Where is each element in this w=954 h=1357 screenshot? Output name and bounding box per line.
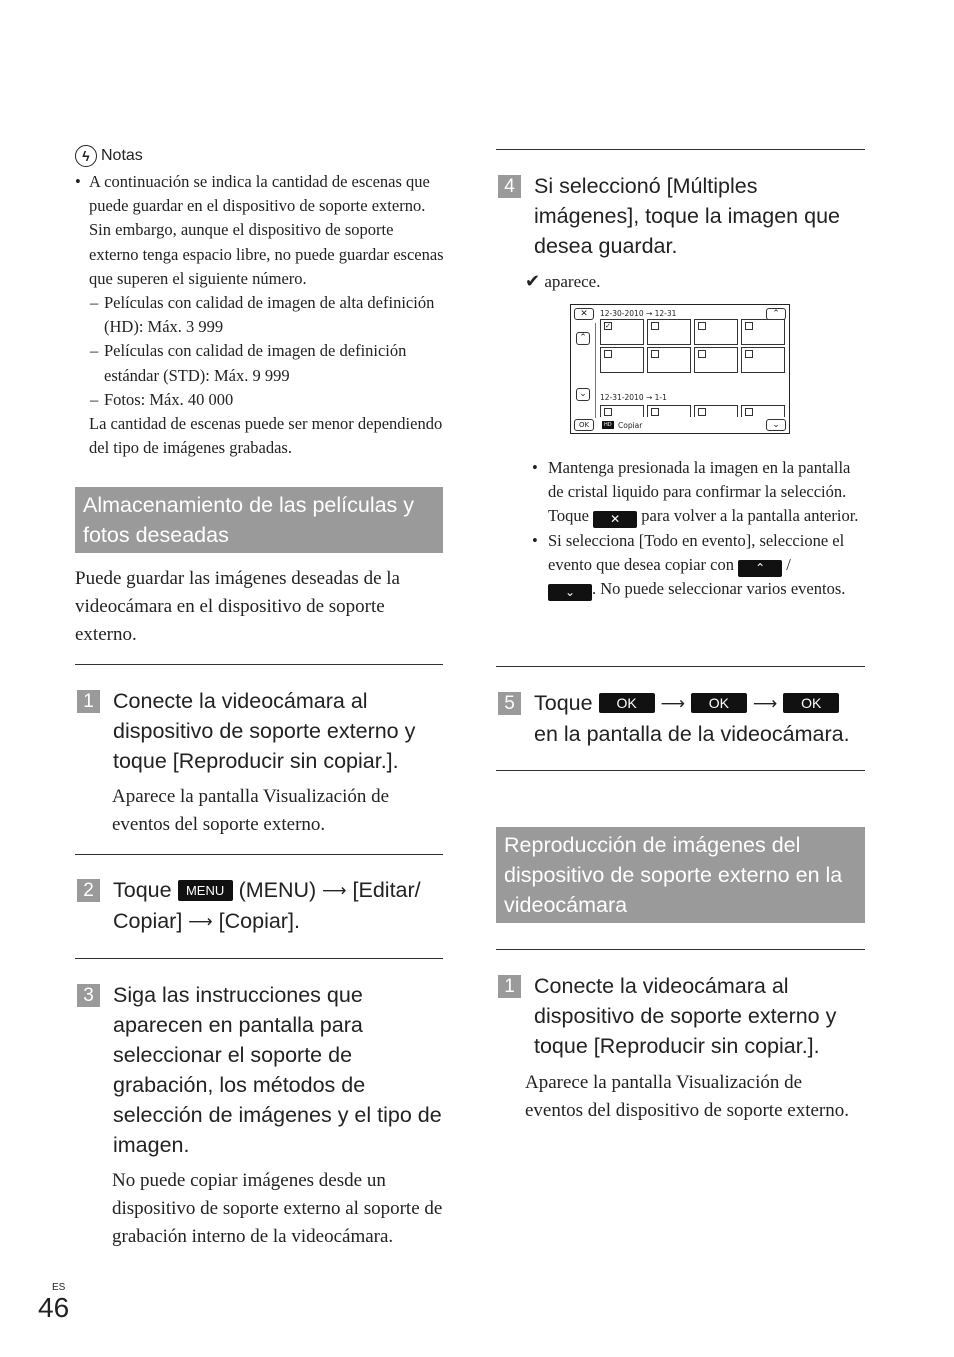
step-number: 3 xyxy=(77,984,100,1007)
ok-button-icon: OK xyxy=(691,693,747,713)
thumbnail xyxy=(741,347,785,373)
notes-dash-photos: – Fotos: Máx. 40 000 xyxy=(90,389,234,409)
divider xyxy=(75,958,443,959)
event-date-2: 12-31-2010 → 1-1 xyxy=(600,393,667,402)
step-text: Conecte la videocámara al dispositivo de soporte externo y toque [Reproducir sin copiar.]. xyxy=(113,689,416,773)
note-bullet: • Mantenga presionada la imagen en la pantalla de cristal liquido para confirmar la selección. Toque ✕ para volver a la pantalla anterior. xyxy=(532,456,862,529)
divider xyxy=(496,949,865,950)
check-appears: ✔ aparece. xyxy=(525,271,601,292)
thumbnail xyxy=(647,347,691,373)
note-bullet: • Si selecciona [Todo en evento], seleccione el evento que desea copiar con ⌃ / ⌄ . No puede seleccionar varios eventos. xyxy=(532,529,862,602)
ok-button-icon: OK xyxy=(783,693,839,713)
language-code: ES xyxy=(52,1282,66,1293)
step-text: Si seleccionó [Múltiples imágenes], toque la imagen que desea guardar. xyxy=(534,174,840,258)
notes-closing: La cantidad de escenas puede ser menor dependiendo del tipo de imágenes grabadas. xyxy=(89,414,443,458)
divider xyxy=(496,666,865,667)
notes-title: Notas xyxy=(101,147,143,164)
step-number: 4 xyxy=(498,175,521,198)
step-number: 2 xyxy=(77,879,100,902)
screen-ok-button: OK xyxy=(574,419,594,431)
notes-dash-hd: – Películas con calidad de imagen de alta definición (HD): Máx. 3 999 xyxy=(90,293,435,337)
thumbnail xyxy=(600,319,644,345)
notes-body xyxy=(75,170,447,460)
scroll-down-icon: ⌄ xyxy=(576,388,590,401)
camera-screen-mockup xyxy=(570,304,790,434)
step-number: 5 xyxy=(498,692,521,715)
divider xyxy=(75,854,443,855)
thumbnail xyxy=(694,347,738,373)
notes-heading xyxy=(75,145,143,167)
chevron-up-double-icon: ⌃ xyxy=(738,560,782,577)
step-1 xyxy=(77,686,447,776)
step-1-playback-note: Aparece la pantalla Visualización de eventos del dispositivo de soporte externo. xyxy=(525,1072,849,1121)
scroll-up-icon: ⌃ xyxy=(576,332,590,345)
step-text: Siga las instrucciones que aparecen en pantalla para seleccionar el soporte de grabación, los métodos de selección de imágenes y el tipo de imagen. xyxy=(113,983,442,1157)
divider xyxy=(75,664,443,665)
checkmark-icon: ✔ xyxy=(525,271,541,292)
divider xyxy=(496,149,865,150)
arrow-right-icon: ⟶ xyxy=(660,694,685,714)
step-1-note: Aparece la pantalla Visualización de eventos del soporte externo. xyxy=(112,786,390,835)
page-number: 46 xyxy=(38,1292,70,1323)
step-5 xyxy=(498,688,864,749)
step-4 xyxy=(498,171,864,261)
divider xyxy=(496,770,865,771)
step-text: Toque MENU (MENU) ⟶ [Editar/ Copiar] ⟶ [Copiar]. xyxy=(113,875,421,937)
step-2 xyxy=(77,875,447,937)
ok-button-icon: OK xyxy=(599,693,655,713)
arrow-right-icon: ⟶ xyxy=(752,694,778,714)
step-1-playback xyxy=(498,971,864,1061)
thumbnail xyxy=(694,319,738,345)
arrow-right-icon: ⟶ xyxy=(322,881,347,901)
thumbnail-row-partial xyxy=(600,405,788,417)
menu-button-icon: MENU xyxy=(178,880,233,901)
scrollbar-track xyxy=(595,323,596,418)
step-number: 1 xyxy=(498,975,521,998)
section-heading-playback: Reproducción de imágenes del dispositivo de soporte externo en la videocámara xyxy=(496,827,865,923)
thumbnail xyxy=(741,319,785,345)
step-3-note: No puede copiar imágenes desde un dispositivo de soporte externo al soporte de grabación interno de la videocámara. xyxy=(112,1170,443,1247)
notes-dash-std: – Películas con calidad de imagen de definición estándar (STD): Máx. 9 999 xyxy=(90,341,407,385)
step-text: Toque OK ⟶ OK ⟶ OK en la pantalla de la videocámara. xyxy=(534,691,850,746)
arrow-right-icon: ⟶ xyxy=(188,912,213,932)
hd-badge: HD xyxy=(604,422,612,428)
event-date-1: 12-30-2010 → 12-31 xyxy=(600,309,677,318)
notes-icon: ϟ xyxy=(75,145,97,167)
chevron-up-double-icon: ⌃ xyxy=(766,308,786,320)
chevron-down-double-icon: ⌄ xyxy=(766,419,786,431)
step-3 xyxy=(77,980,447,1160)
close-button-icon: ✕ xyxy=(593,511,637,528)
checkbox-checked-icon: ✓ xyxy=(605,322,611,330)
close-icon: ✕ xyxy=(574,308,594,320)
notes-bullet: • A continuación se indica la cantidad de escenas que puede guardar en el dispositivo de soporte externo. Sin embargo, aunque el dispositivo de soporte externo tenga espacio libre, no puede guardar escenas que superen el siguiente número. xyxy=(75,170,447,291)
section-heading-save: Almacenamiento de las películas y fotos deseadas xyxy=(75,487,443,553)
thumbnail xyxy=(600,347,644,373)
chevron-down-double-icon: ⌄ xyxy=(548,584,592,601)
step-4-notes xyxy=(532,456,862,601)
thumbnail xyxy=(647,319,691,345)
step-text: Conecte la videocámara al dispositivo de soporte externo y toque [Reproducir sin copiar.]. xyxy=(534,974,837,1058)
step-number: 1 xyxy=(77,690,100,713)
copy-label: Copiar xyxy=(618,421,643,430)
section-intro: Puede guardar las imágenes deseadas de la videocámara en el dispositivo de soporte externo. xyxy=(75,568,400,645)
